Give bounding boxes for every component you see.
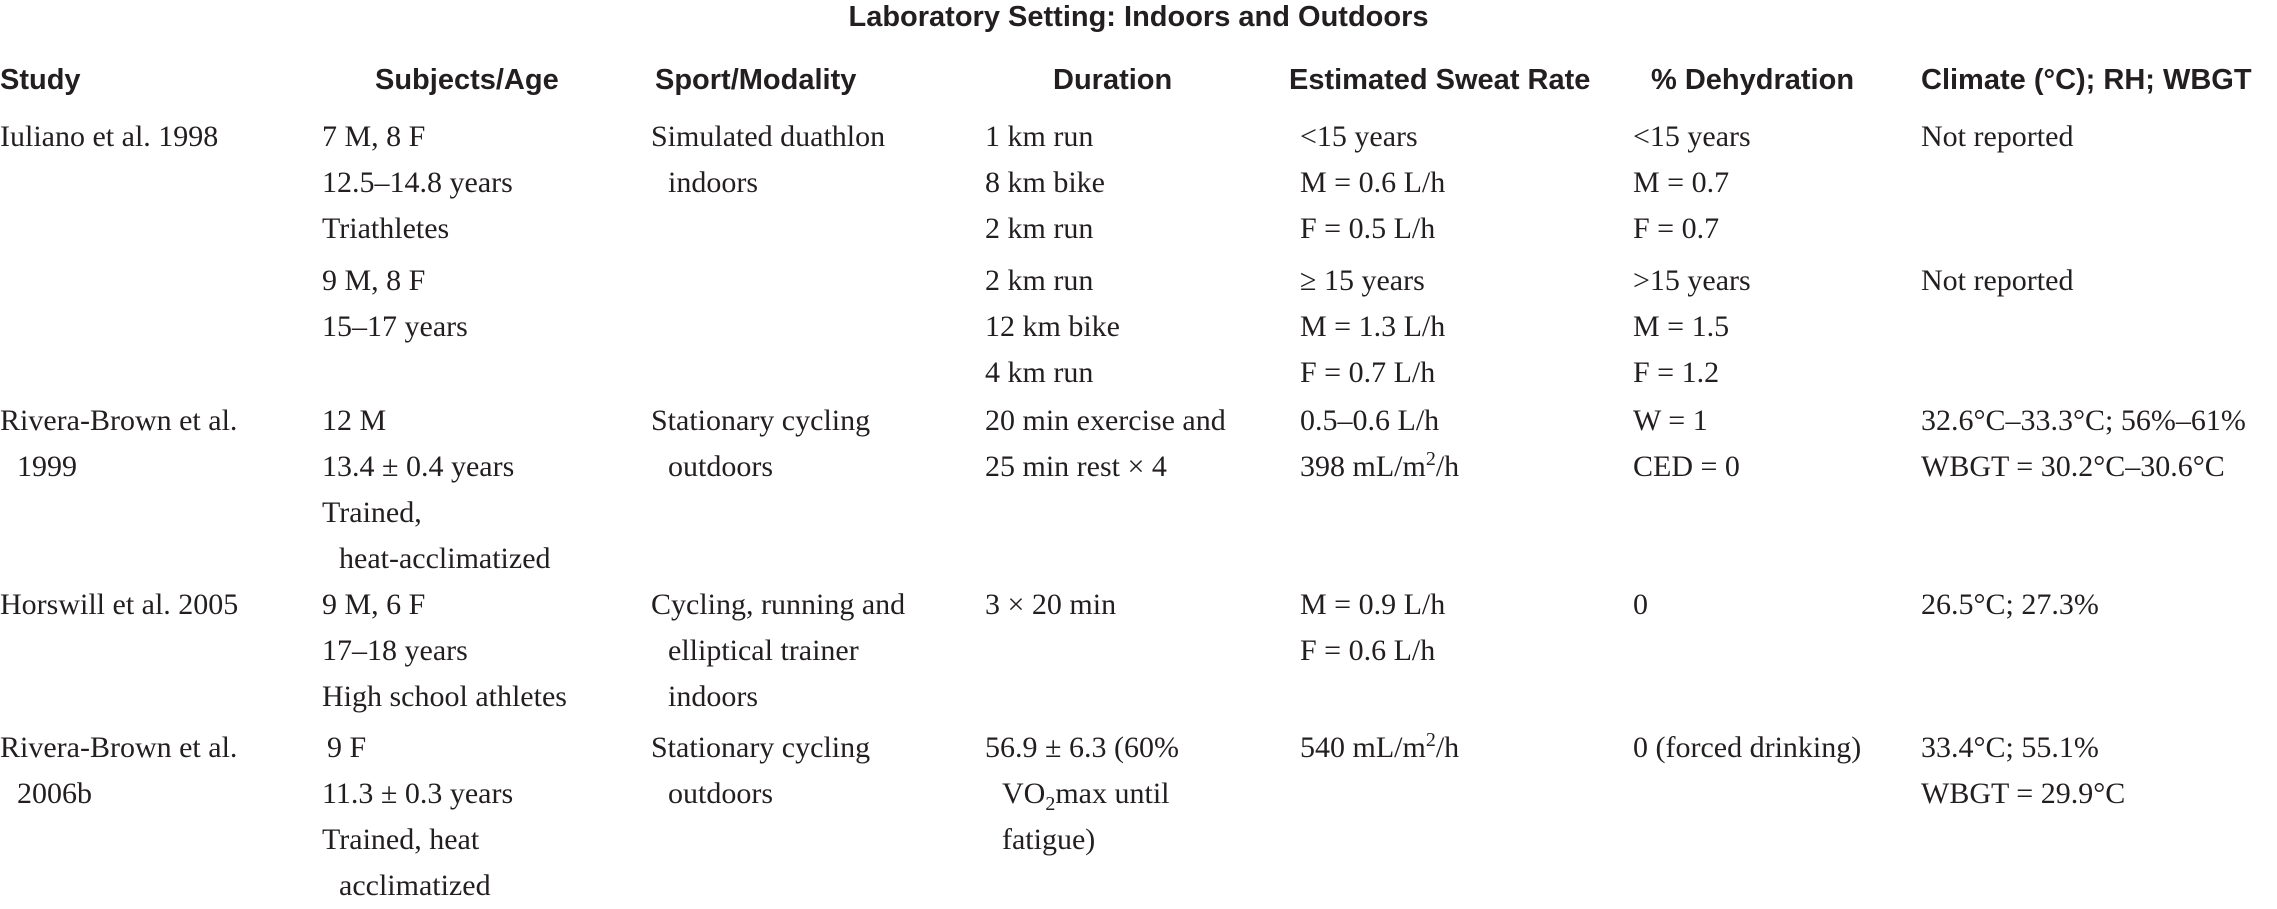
cell-line: 8 km bike — [985, 166, 1105, 199]
cell-line: 12 M — [322, 404, 387, 437]
cell-line: acclimatized — [339, 869, 491, 902]
cell-line: 7 M, 8 F — [322, 120, 426, 153]
cell-line: heat-acclimatized — [339, 542, 551, 575]
cell-line: 12 km bike — [985, 310, 1120, 343]
cell-line: 2006b — [17, 777, 92, 810]
superscript: 2 — [1425, 729, 1436, 751]
cell-line: indoors — [668, 680, 758, 713]
table-cell-climate — [1921, 582, 2099, 628]
cell-line: 2 km run — [985, 264, 1094, 297]
cell-line: 33.4°C; 55.1% — [1921, 731, 2099, 764]
table-cell-subjects — [322, 398, 551, 582]
cell-text: /h — [1435, 731, 1460, 764]
cell-line: outdoors — [668, 777, 773, 810]
cell-line: Iuliano et al. 1998 — [0, 120, 219, 153]
table-cell-subjects — [322, 114, 513, 252]
cell-line: 0.5–0.6 L/h — [1300, 404, 1440, 437]
cell-line: 17–18 years — [322, 634, 468, 667]
cell-line: <15 years — [1633, 120, 1751, 153]
header-duration: Duration — [1053, 64, 1173, 96]
table-cell-sweat-rate — [1300, 114, 1445, 252]
cell-line — [985, 771, 1179, 817]
table-cell-sport — [651, 398, 870, 490]
cell-line — [1300, 725, 1459, 771]
cell-line: M = 0.6 L/h — [1300, 166, 1446, 199]
table-cell-dehydration — [1633, 582, 1648, 628]
table-cell-sweat-rate — [1300, 258, 1445, 396]
table-cell-climate — [1921, 114, 2073, 160]
table-cell-subjects — [322, 725, 513, 909]
table-cell-subjects — [322, 582, 567, 720]
header-study: Study — [0, 64, 81, 96]
cell-line: 9 F — [327, 731, 367, 764]
table-cell-subjects — [322, 258, 468, 350]
cell-line: 15–17 years — [322, 310, 468, 343]
table-cell-climate — [1921, 258, 2073, 304]
cell-line: outdoors — [668, 450, 773, 483]
table-cell-sweat-rate — [1300, 725, 1459, 771]
cell-line: 25 min rest × 4 — [985, 450, 1167, 483]
table-cell-duration — [985, 398, 1226, 490]
cell-line: Horswill et al. 2005 — [0, 588, 239, 621]
table-caption: Laboratory Setting: Indoors and Outdoors — [848, 1, 1429, 33]
table-cell-sport — [651, 114, 885, 206]
superscript: 2 — [1425, 448, 1436, 470]
table-cell-study — [0, 582, 238, 628]
cell-line: 9 M, 6 F — [322, 588, 426, 621]
table-cell-climate — [1921, 398, 2246, 490]
table-cell-sport — [651, 725, 870, 817]
subscript: 2 — [1045, 793, 1056, 815]
cell-line: 26.5°C; 27.3% — [1921, 588, 2099, 621]
cell-line: F = 0.7 — [1633, 212, 1720, 245]
cell-text: VO — [1002, 777, 1046, 810]
header-subjects-age: Subjects/Age — [375, 64, 559, 96]
cell-line: M = 1.3 L/h — [1300, 310, 1446, 343]
table-cell-sport — [651, 582, 905, 720]
cell-line: >15 years — [1633, 264, 1751, 297]
cell-line: 13.4 ± 0.4 years — [322, 450, 515, 483]
table-cell-study — [0, 114, 218, 160]
cell-line: F = 0.5 L/h — [1300, 212, 1436, 245]
header-sport-modality: Sport/Modality — [655, 64, 857, 96]
table-cell-dehydration — [1633, 398, 1740, 490]
cell-text: max until — [1055, 777, 1170, 810]
table-cell-dehydration — [1633, 258, 1751, 396]
table-cell-duration — [985, 114, 1105, 252]
cell-line: Stationary cycling — [651, 731, 871, 764]
cell-line: Trained, heat — [322, 823, 480, 856]
cell-line: CED = 0 — [1633, 450, 1740, 483]
cell-line: 1 km run — [985, 120, 1094, 153]
table-cell-duration — [985, 258, 1120, 396]
cell-line: 32.6°C–33.3°C; 56%–61% — [1921, 404, 2246, 437]
cell-line: F = 1.2 — [1633, 356, 1720, 389]
table-cell-sweat-rate — [1300, 398, 1459, 490]
header-percent-dehydration: % Dehydration — [1651, 64, 1855, 96]
cell-line: Rivera-Brown et al. — [0, 731, 238, 764]
table-cell-sweat-rate — [1300, 582, 1445, 674]
table-cell-dehydration — [1633, 114, 1751, 252]
cell-text: 540 mL/m — [1300, 731, 1426, 764]
cell-line: 4 km run — [985, 356, 1094, 389]
cell-line: 56.9 ± 6.3 (60% — [985, 731, 1179, 764]
cell-line: ≥ 15 years — [1300, 264, 1425, 297]
cell-line: <15 years — [1300, 120, 1418, 153]
cell-line: High school athletes — [322, 680, 567, 713]
cell-text: 398 mL/m — [1300, 450, 1426, 483]
header-climate: Climate (°C); RH; WBGT — [1921, 64, 2252, 96]
cell-line: WBGT = 29.9°C — [1921, 777, 2126, 810]
cell-line: 3 × 20 min — [985, 588, 1117, 621]
cell-line — [1300, 444, 1459, 490]
cell-line: 9 M, 8 F — [322, 264, 426, 297]
table-cell-study — [0, 398, 237, 490]
cell-line: 0 — [1633, 588, 1648, 621]
cell-line: Not reported — [1921, 120, 2074, 153]
cell-line: 11.3 ± 0.3 years — [322, 777, 514, 810]
cell-line: Not reported — [1921, 264, 2074, 297]
cell-line: F = 0.6 L/h — [1300, 634, 1436, 667]
table-cell-study — [0, 725, 237, 817]
cell-line: F = 0.7 L/h — [1300, 356, 1436, 389]
table-cell-climate — [1921, 725, 2125, 817]
cell-line: 2 km run — [985, 212, 1094, 245]
table-cell-dehydration — [1633, 725, 1861, 771]
cell-line: elliptical trainer — [668, 634, 859, 667]
cell-line: 1999 — [17, 450, 77, 483]
cell-line: Stationary cycling — [651, 404, 871, 437]
cell-line: Cycling, running and — [651, 588, 906, 621]
cell-line: indoors — [668, 166, 758, 199]
cell-line: M = 1.5 — [1633, 310, 1730, 343]
cell-line: M = 0.9 L/h — [1300, 588, 1446, 621]
cell-line: WBGT = 30.2°C–30.6°C — [1921, 450, 2225, 483]
cell-line: 20 min exercise and — [985, 404, 1226, 437]
header-estimated-sweat-rate: Estimated Sweat Rate — [1289, 64, 1591, 96]
cell-line: Trained, — [322, 496, 422, 529]
cell-line: W = 1 — [1633, 404, 1708, 437]
cell-line: 12.5–14.8 years — [322, 166, 513, 199]
cell-line: 0 (forced drinking) — [1633, 731, 1862, 764]
cell-line: M = 0.7 — [1633, 166, 1730, 199]
cell-line: Rivera-Brown et al. — [0, 404, 238, 437]
cell-line: Triathletes — [322, 212, 450, 245]
cell-text: /h — [1435, 450, 1460, 483]
table-cell-duration — [985, 582, 1116, 628]
cell-line: Simulated duathlon — [651, 120, 886, 153]
cell-line: fatigue) — [1002, 823, 1096, 856]
table-cell-duration — [985, 725, 1179, 863]
